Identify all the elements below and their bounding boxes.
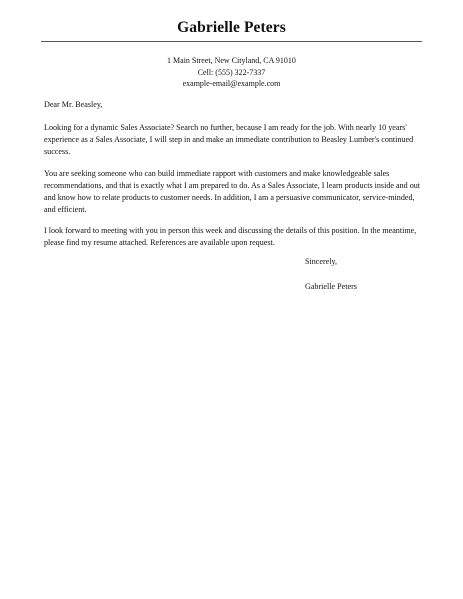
closing-phrase: Sincerely, xyxy=(305,257,338,266)
salutation: Dear Mr. Beasley, xyxy=(44,100,103,109)
contact-block xyxy=(0,55,463,90)
email-line: example-email@example.com xyxy=(182,79,281,88)
cell-line: Cell: (555) 322-7337 xyxy=(197,67,266,77)
address-line: 1 Main Street, New Cityland, CA 91010 xyxy=(167,56,296,65)
header-divider xyxy=(41,41,422,42)
paragraph-closing: I look forward to meeting with you in person this week and discussing the details of this position. In the meantime, please find my resume attached. References are available upon request. xyxy=(44,226,417,247)
sender-name-heading: Gabrielle Peters xyxy=(177,19,286,36)
paragraph-intro: Looking for a dynamic Sales Associate? Search no further, because I am ready for the job. With nearly 10 years' experience as a Sales Associate, I will step in and make an immediate contribution to Beasley Lumber's continued success. xyxy=(44,123,414,156)
paragraph-qualifications: You are seeking someone who can build immediate rapport with customers and make knowledgeable sales recommendations, and that is exactly what I am prepared to do. As a Sales Associate, I learn products inside and out and know how to relate products to customer needs. In addition, I am a persuasive communicator, service-minded, and efficient. xyxy=(44,169,421,214)
signature-name: Gabrielle Peters xyxy=(305,282,357,291)
